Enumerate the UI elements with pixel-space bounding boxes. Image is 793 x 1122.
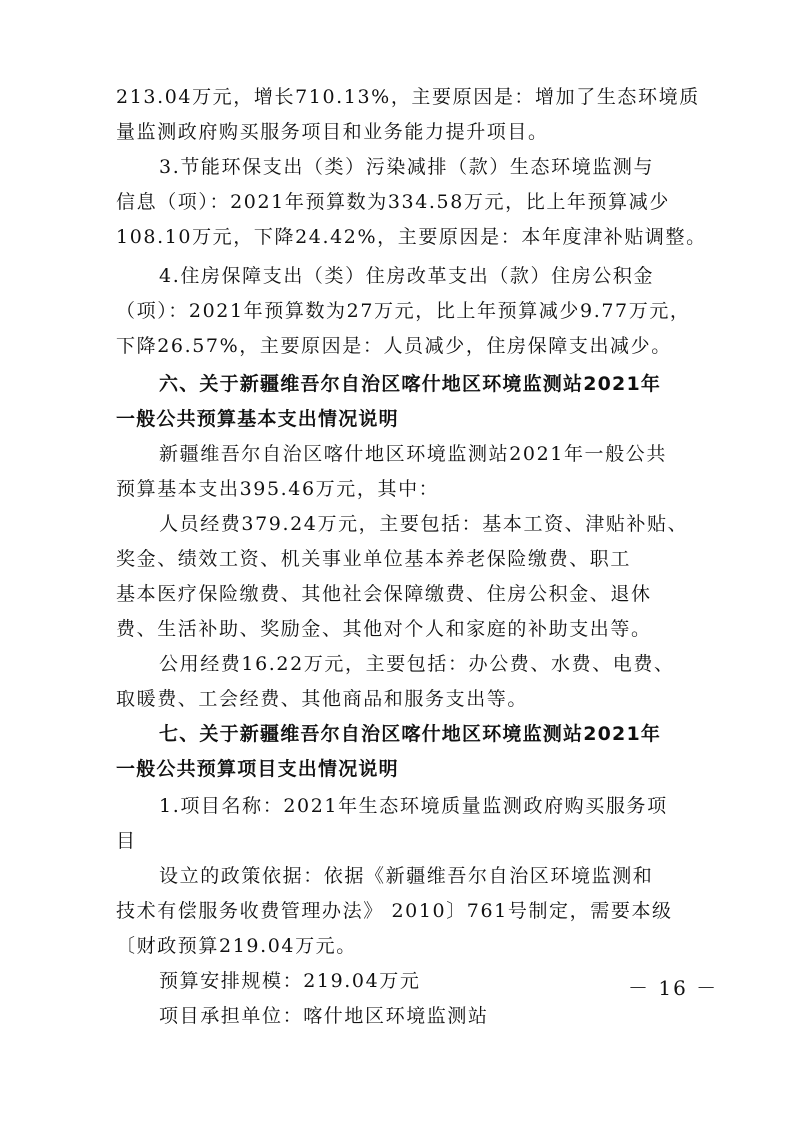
text-line: 108.10万元，下降24.42%，主要原因是：本年度津补贴调整。 (116, 226, 707, 248)
section-heading: 六、关于新疆维吾尔自治区喀什地区环境监测站2021年 (159, 373, 662, 395)
text-line: 4.住房保障支出（类）住房改革支出（款）住房公积金 (159, 265, 655, 287)
text-line: 下降26.57%，主要原因是：人员减少，住房保障支出减少。 (116, 335, 672, 357)
text-line: 信息（项）：2021年预算数为334.58万元，比上年预算减少 (116, 191, 670, 213)
text-line: 项目承担单位：喀什地区环境监测站 (159, 1005, 489, 1027)
text-line: 量监测政府购买服务项目和业务能力提升项目。 (116, 121, 549, 143)
text-line: 〔财政预算219.04万元。 (116, 935, 357, 957)
text-line: 1.项目名称：2021年生态环境质量监测政府购买服务项 (159, 795, 668, 817)
text-line: 设立的政策依据：依据《新疆维吾尔自治区环境监测和 (159, 865, 654, 887)
text-line: 奖金、绩效工资、机关事业单位基本养老保险缴费、职工 (116, 548, 632, 570)
text-line: 预算安排规模：219.04万元 (159, 970, 421, 992)
section-heading: 七、关于新疆维吾尔自治区喀什地区环境监测站2021年 (159, 723, 662, 745)
section-heading: 一般公共预算基本支出情况说明 (116, 408, 399, 430)
text-line: （项）：2021年预算数为27万元，比上年预算减少9.77万元， (116, 300, 691, 322)
text-line: 新疆维吾尔自治区喀什地区环境监测站2021年一般公共 (159, 443, 667, 465)
text-line: 费、生活补助、奖励金、其他对个人和家庭的补助支出等。 (116, 618, 652, 640)
text-line: 预算基本支出395.46万元，其中： (116, 478, 440, 500)
text-line: 人员经费379.24万元，主要包括：基本工资、津贴补贴、 (159, 513, 689, 535)
text-line: 取暖费、工会经费、其他商品和服务支出等。 (116, 688, 529, 710)
text-line: 213.04万元，增长710.13%，主要原因是：增加了生态环境质 (116, 86, 700, 108)
text-line: 目 (116, 830, 137, 852)
section-heading: 一般公共预算项目支出情况说明 (116, 758, 399, 780)
text-line: 基本医疗保险缴费、其他社会保障缴费、住房公积金、退休 (116, 583, 652, 605)
text-line: 技术有偿服务收费管理办法》 2010〕761号制定，需要本级 (116, 900, 673, 922)
page-number: － 16 － (628, 976, 719, 1000)
text-line: 3.节能环保支出（类）污染减排（款）生态环境监测与 (159, 156, 655, 178)
text-line: 公用经费16.22万元，主要包括：办公费、水费、电费、 (159, 653, 675, 675)
